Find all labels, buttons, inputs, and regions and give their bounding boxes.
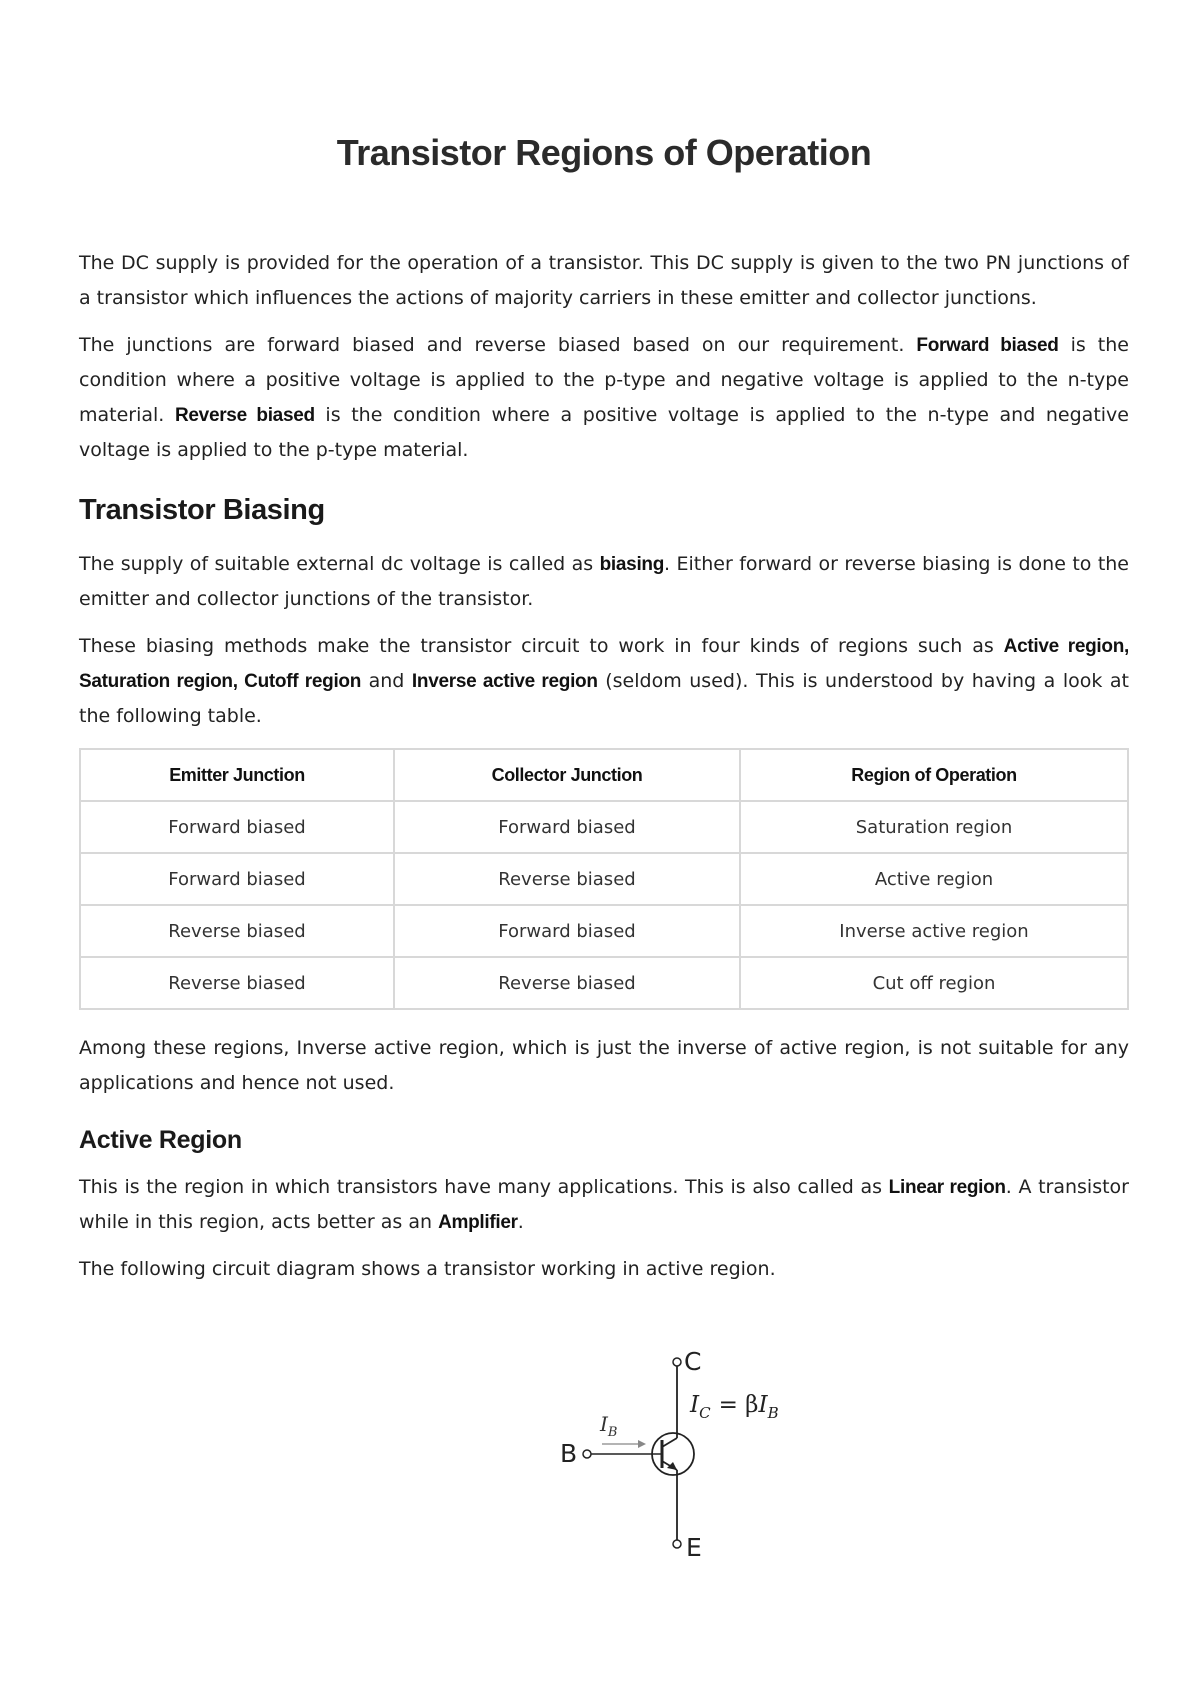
- regions-table: [79, 748, 1129, 1010]
- collector-label: C: [684, 1347, 702, 1376]
- table-cell: Forward biased: [394, 905, 740, 957]
- term-linear-region: Linear region: [888, 1177, 1006, 1198]
- table-cell: Active region: [740, 853, 1128, 905]
- term-amplifier: Amplifier: [438, 1212, 518, 1233]
- table-cell: Reverse biased: [394, 957, 740, 1009]
- emitter-arrow-icon: [667, 1462, 677, 1470]
- intro-paragraph-2: The junctions are forward biased and reverse biased based on our requirement. Forward biased is the condition where a positive voltage is applied to the p-type and negative voltage is applied to the n-type material. Reverse biased is the condition where a positive voltage is applied to the n-type and negative voltage is applied to the p-type material.: [79, 334, 1129, 461]
- transistor-circuit-diagram: [474, 1330, 834, 1580]
- table-cell: Forward biased: [80, 801, 394, 853]
- collector-junction-line: [662, 1438, 677, 1447]
- table-header-row: [80, 749, 1128, 801]
- table-cell: Reverse biased: [80, 957, 394, 1009]
- section-heading-biasing: Transistor Biasing: [79, 494, 325, 526]
- table-header-cell: Emitter Junction: [80, 749, 394, 801]
- emitter-terminal: [673, 1540, 681, 1548]
- term-forward-biased: Forward biased: [916, 335, 1059, 356]
- table-cell: Forward biased: [80, 853, 394, 905]
- page-title: Transistor Regions of Operation: [336, 132, 872, 173]
- emitter-label: E: [686, 1533, 702, 1562]
- base-current-label: $I_B$: [600, 1412, 618, 1440]
- term-inverse-active: Inverse active region: [411, 671, 598, 692]
- table-cell: Forward biased: [394, 801, 740, 853]
- table-header-cell: Region of Operation: [740, 749, 1128, 801]
- active-paragraph-2: The following circuit diagram shows a transistor working in active region.: [79, 1258, 776, 1280]
- base-label: B: [560, 1439, 578, 1468]
- table-row: [80, 853, 1128, 905]
- collector-terminal: [673, 1358, 681, 1366]
- base-current-arrow-icon: [638, 1440, 646, 1448]
- term-regions: Active region, Saturation region, Cutoff region: [79, 636, 1129, 692]
- table-cell: Cut off region: [740, 957, 1128, 1009]
- table-cell: Reverse biased: [80, 905, 394, 957]
- table-cell: Inverse active region: [740, 905, 1128, 957]
- intro-paragraph-1: The DC supply is provided for the operation of a transistor. This DC supply is given to the two PN junctions of a transistor which influences the actions of majority carriers in these emitter and collector junctions.: [79, 252, 1129, 309]
- table-header-cell: Collector Junction: [394, 749, 740, 801]
- biasing-paragraph-1: The supply of suitable external dc voltage is called as biasing. Either forward or reverse biasing is done to the emitter and collector junctions of the transistor.: [79, 553, 1129, 610]
- table-cell: Reverse biased: [394, 853, 740, 905]
- term-reverse-biased: Reverse biased: [174, 405, 315, 426]
- table-row: [80, 905, 1128, 957]
- base-terminal: [583, 1450, 591, 1458]
- table-row: [80, 801, 1128, 853]
- table-cell: Saturation region: [740, 801, 1128, 853]
- term-biasing: biasing: [599, 554, 665, 575]
- collector-current-equation: $I_C = \beta I_B$: [690, 1392, 779, 1422]
- table-row: [80, 957, 1128, 1009]
- after-table-paragraph: Among these regions, Inverse active region, which is just the inverse of active region, is not suitable for any applications and hence not used.: [79, 1037, 1129, 1094]
- active-paragraph-1: This is the region in which transistors have many applications. This is also called as Linear region. A transistor while in this region, acts better as an Amplifier.: [79, 1176, 1129, 1233]
- section-heading-active: Active Region: [79, 1126, 242, 1154]
- biasing-paragraph-2: These biasing methods make the transistor circuit to work in four kinds of regions such as Active region, Saturation region, Cutoff region and Inverse active region (seldom used). This is understood by having a look at the following table.: [79, 635, 1130, 727]
